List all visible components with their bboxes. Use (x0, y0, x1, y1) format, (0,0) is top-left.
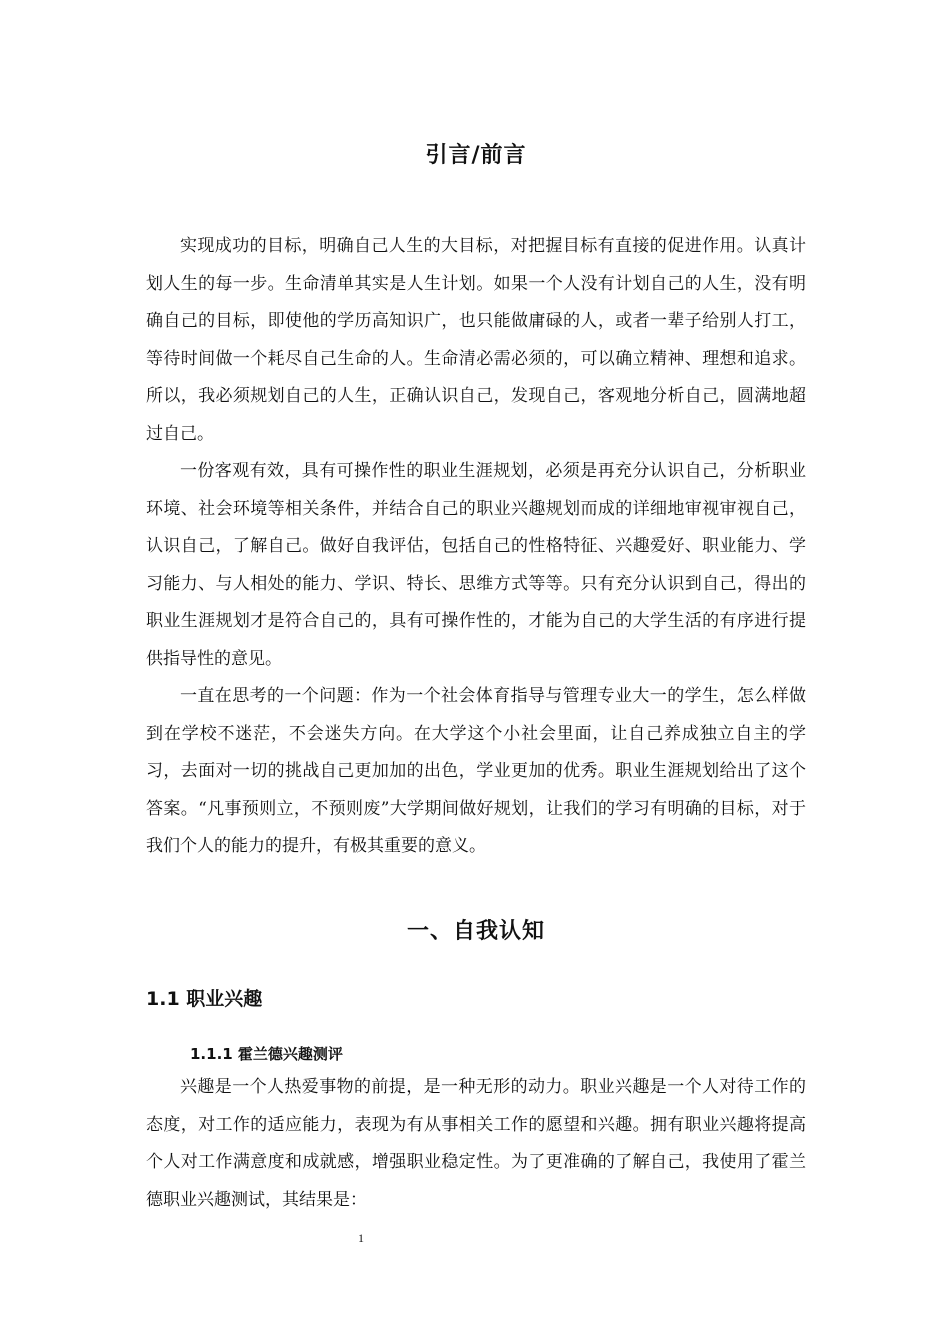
intro-paragraph-3: 一直在思考的一个问题：作为一个社会体育指导与管理专业大一的学生，怎么样做到在学校不迷茫，不会迷失方向。在大学这个小社会里面，让自己养成独立自主的学习，去面对一切的挑战自己更加加的出色，学业更加的优秀。职业生涯规划给出了这个答案。“凡事预则立，不预则废”大学期间做好规划，让我们的学习有明确的目标，对于我们个人的能力的提升，有极其重要的意义。 (146, 686, 806, 856)
intro-title: 引言/前言 (425, 143, 527, 168)
interest-body (146, 1069, 806, 1219)
section-title: 1.1 职业兴趣 (146, 988, 263, 1010)
intro-paragraph-2: 一份客观有效，具有可操作性的职业生涯规划，必须是再充分认识自己，分析职业环境、社会环境等相关条件，并结合自己的职业兴趣规划而成的详细地审视审视自己，认识自己，了解自己。做好自我评估，包括自己的性格特征、兴趣爱好、职业能力、学习能力、与人相处的能力、学识、特长、思维方式等等。只有充分认识到自己，得出的职业生涯规划才是符合自己的，具有可操作性的，才能为自己的大学生活的有序进行提供指导性的意见。 (146, 461, 806, 669)
intro-paragraph-1: 实现成功的目标，明确自己人生的大目标，对把握目标有直接的促进作用。认真计划人生的每一步。生命清单其实是人生计划。如果一个人没有计划自己的人生，没有明确自己的目标，即使他的学历高知识广，也只能做庸碌的人，或者一辈子给别人打工，等待时间做一个耗尽自己生命的人。生命清必需必须的，可以确立精神、理想和追求。所以，我必须规划自己的人生，正确认识自己，发现自己，客观地分析自己，圆满地超过自己。 (146, 236, 806, 444)
intro-body (146, 228, 806, 866)
subsection-title: 1.1.1 霍兰德兴趣测评 (190, 1045, 343, 1063)
interest-paragraph-1: 兴趣是一个人热爱事物的前提，是一种无形的动力。职业兴趣是一个人对待工作的态度，对工作的适应能力，表现为有从事相关工作的愿望和兴趣。拥有职业兴趣将提高个人对工作满意度和成就感，增强职业稳定性。为了更准确的了解自己，我使用了霍兰德职业兴趣测试，其结果是： (146, 1077, 806, 1210)
chapter-title: 一、自我认知 (406, 919, 545, 944)
page-number: 1 (358, 1231, 364, 1245)
